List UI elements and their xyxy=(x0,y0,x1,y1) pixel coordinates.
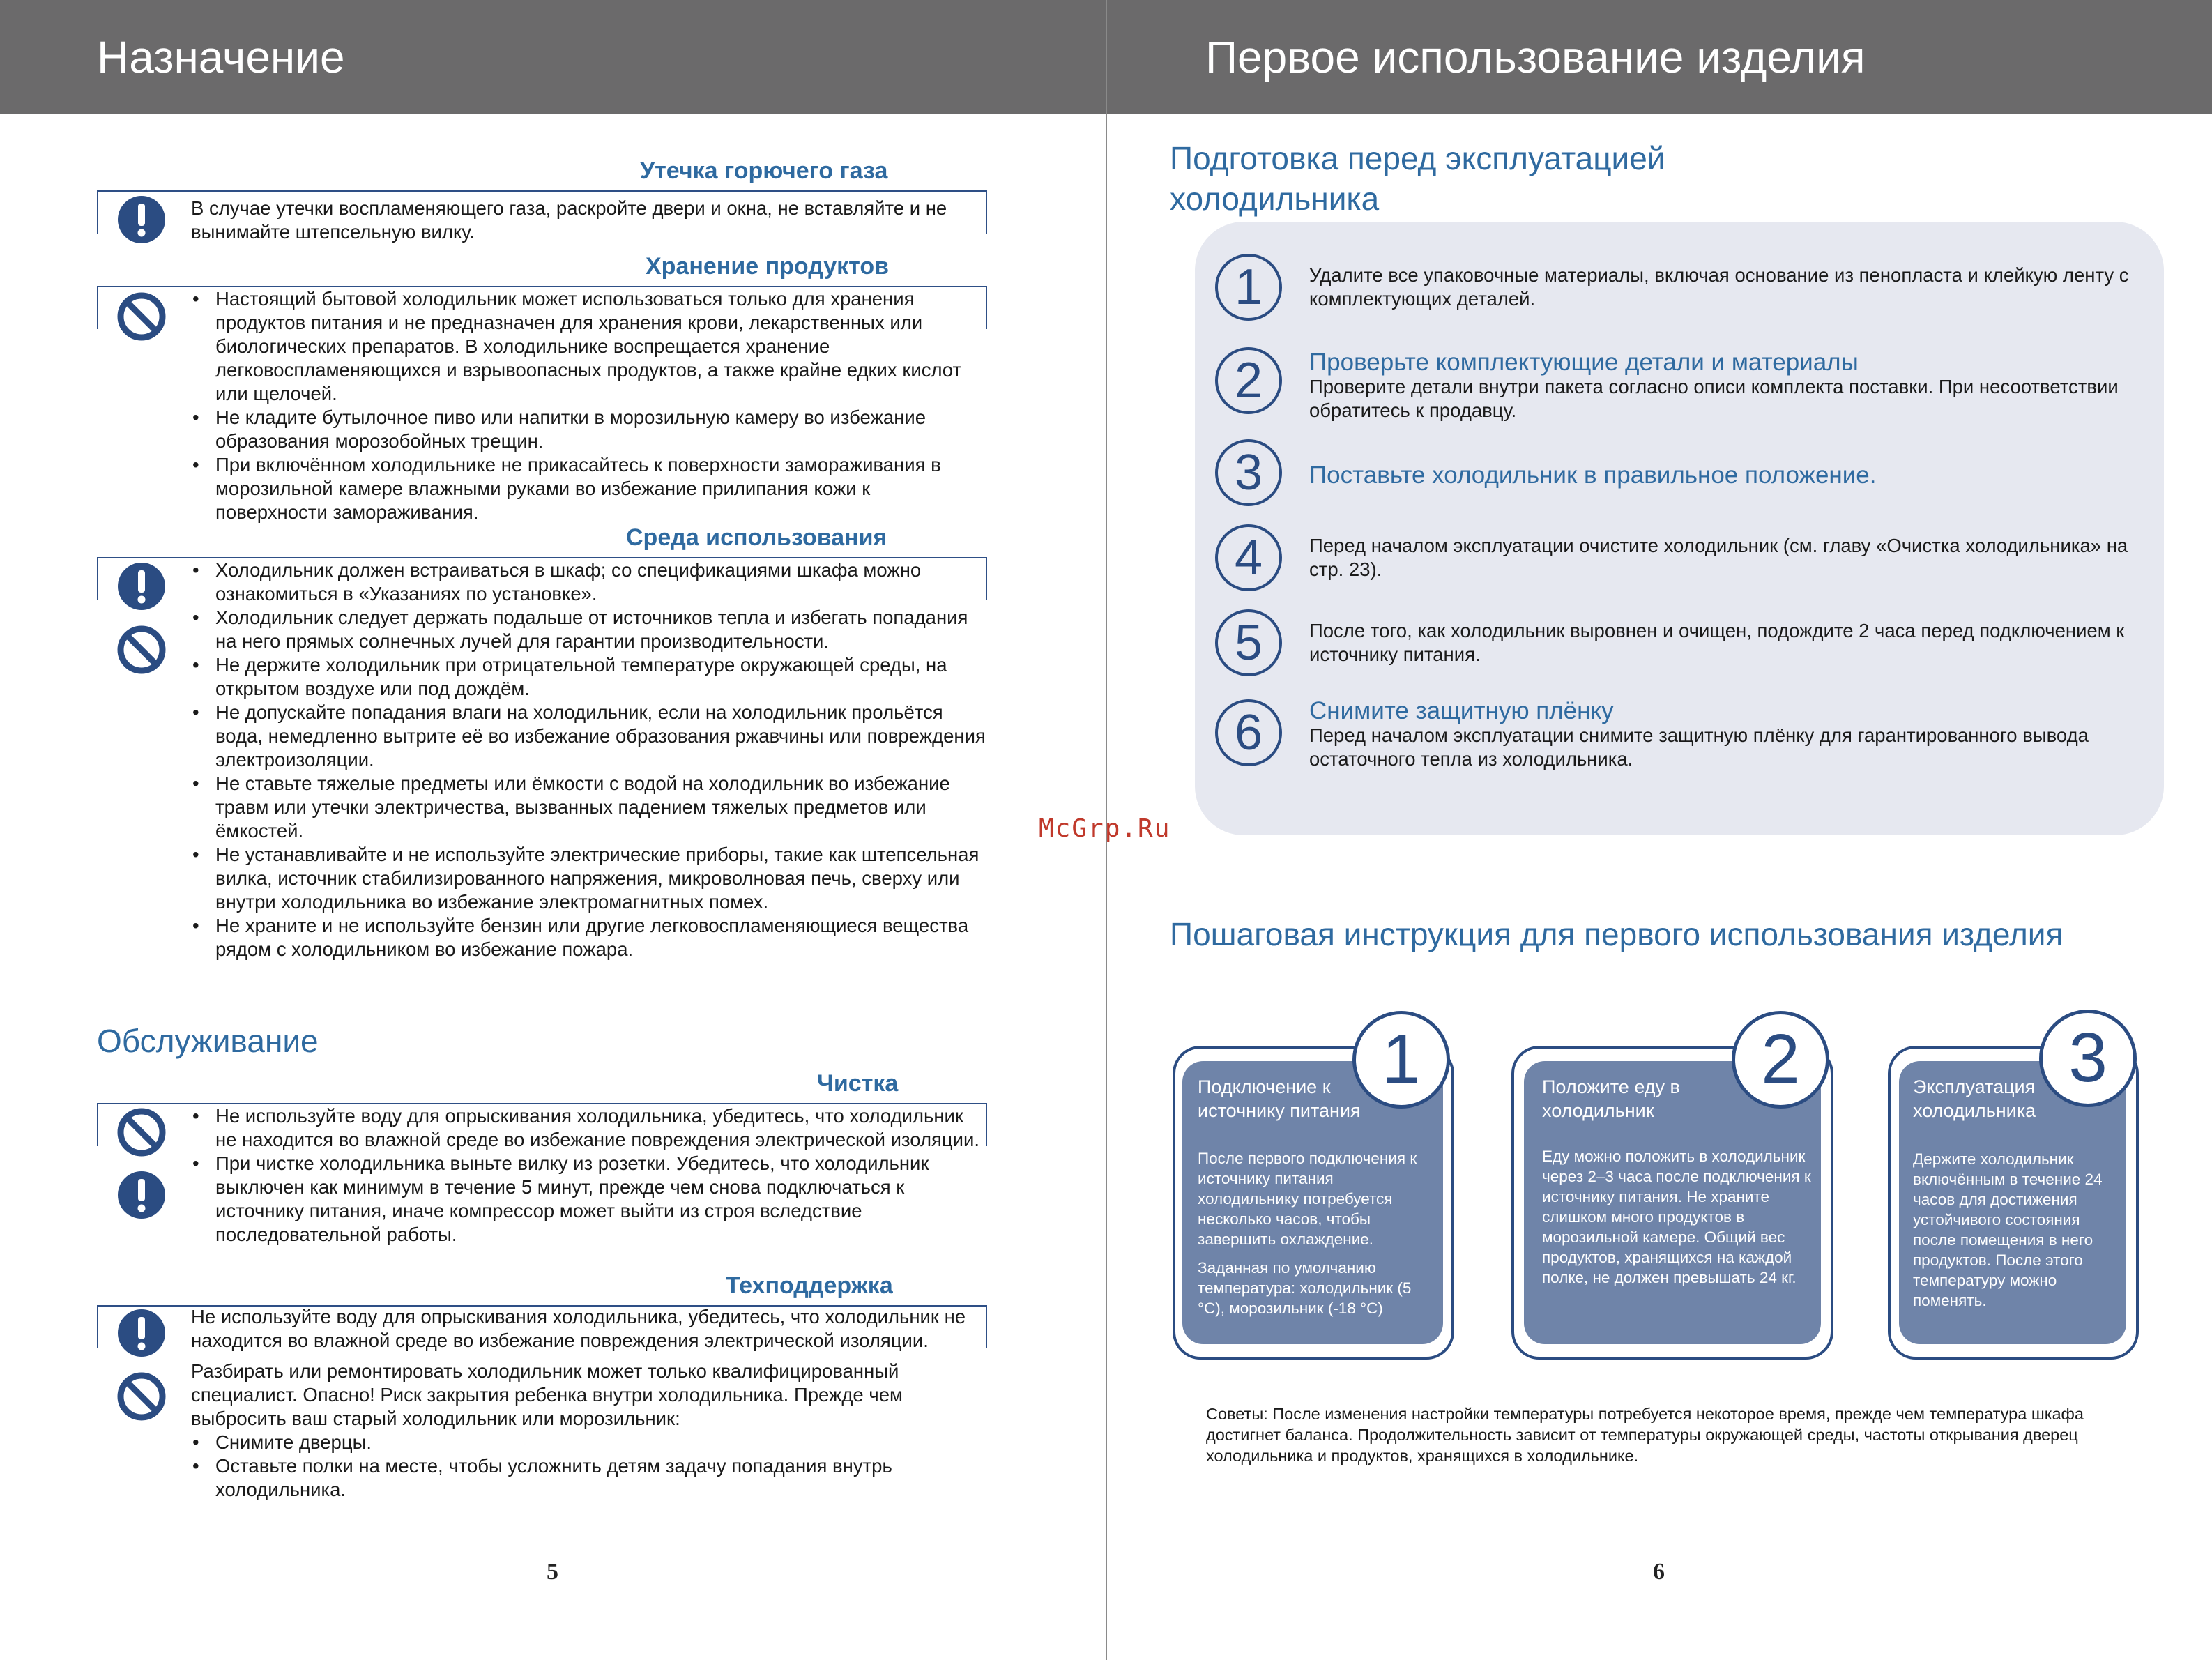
guide-card-2-number: 2 xyxy=(1732,1011,1829,1109)
right-page-title: Первое использование изделия xyxy=(1205,32,1866,82)
storage-heading: Хранение продуктов xyxy=(646,253,890,280)
guide-card-3-title: Эксплуатация холодильника xyxy=(1913,1076,2036,1121)
storage-box-left xyxy=(97,286,98,329)
guide-card-1-title: Подключение к источнику питания xyxy=(1198,1076,1361,1121)
environment-box-left xyxy=(97,557,98,600)
guide-card-1-number: 1 xyxy=(1352,1011,1450,1109)
step-title-6: Снимите защитную плёнку xyxy=(1309,697,1614,724)
left-page-title: Назначение xyxy=(97,32,345,82)
cleaning-list xyxy=(191,1104,989,1247)
environment-item: • Холодильник следует держать подальше от источников тепла и избегать попадания на него прямых солнечных лучей для гарантии производительности. xyxy=(191,606,989,653)
left-page-header xyxy=(0,0,1106,114)
step-title-3: Поставьте холодильник в правильное положение. xyxy=(1309,462,1877,489)
warning-icon xyxy=(116,1170,167,1220)
warning-icon xyxy=(116,561,167,611)
step-text-1: Удалите все упаковочные материалы, включая основание из пенопласта и клейкую ленту с комплектующих деталей. xyxy=(1309,264,2129,310)
step-number-2: 2 xyxy=(1215,347,1282,414)
environment-heading: Среда использования xyxy=(626,524,887,551)
guide-card-2-text: Еду можно положить в холодильник через 2–3 часа после подключения к источнику питания. Не храните слишком много продуктов в морозильной камере. Общий вес продуктов, хранящихся на каждой полке, не должен превышать 24 кг. xyxy=(1542,1148,1811,1286)
environment-item: • Холодильник должен встраиваться в шкаф; со спецификациями шкафа можно ознакомиться в «Указаниях по установке». xyxy=(191,558,989,606)
environment-item: • Не допускайте попадания влаги на холодильник, если на холодильник прольётся вода, немедленно вытрите её во избежание образования ржавчины или повреждения электроизоляции. xyxy=(191,701,989,772)
step-number-6: 6 xyxy=(1215,699,1282,766)
guide-card-1-text-2: Заданная по умолчанию температура: холодильник (5 °С), морозильник (-18 °С) xyxy=(1198,1259,1412,1317)
environment-item: • Не держите холодильник при отрицательной температуре окружающей среды, на открытом воздухе или под дождём. xyxy=(191,653,989,701)
environment-list xyxy=(191,558,989,961)
storage-box-right xyxy=(986,286,987,329)
storage-list xyxy=(191,287,986,524)
watermark: McGrp.Ru xyxy=(1039,814,1171,843)
right-page-header xyxy=(1107,0,2212,114)
step-text-4: Перед началом эксплуатации очистите холодильник (см. главу «Очистка холодильника» на стр. 23). xyxy=(1309,535,2128,580)
gas-heading: Утечка горючего газа xyxy=(640,158,888,184)
storage-item: • Настоящий бытовой холодильник может использоваться только для хранения продуктов питания и не предназначен для хранения крови, лекарственных или биологических препаратов. В холодильнике воспрещается хранение легковоспламеняющихся и взрывоопасных продуктов, а также крайне едких кислот или щелочей. xyxy=(191,287,986,406)
support-box-left xyxy=(97,1305,98,1348)
support-item: • Оставьте полки на месте, чтобы усложнить детям задачу попадания внутрь холодильника. xyxy=(191,1454,989,1502)
support-text-2: Разбирать или ремонтировать холодильник может только квалифицированный специалист. Опасно! Риск закрытия ребенка внутри холодильника. Прежде чем выбросить ваш старый холодильник или морозильник: xyxy=(191,1360,903,1429)
step-number-3: 3 xyxy=(1215,439,1282,506)
gas-box-right xyxy=(986,190,987,234)
environment-item: • Не ставьте тяжелые предметы или ёмкости с водой на холодильник во избежание травм или утечки электричества, вызванных падением тяжелых предметов или ёмкостей. xyxy=(191,772,989,843)
warning-icon xyxy=(116,195,167,245)
environment-item: • Не храните и не используйте бензин или другие легковоспламеняющиеся вещества рядом с холодильником во избежание пожара. xyxy=(191,914,989,961)
storage-item: • При включённом холодильнике не прикасайтесь к поверхности замораживания в морозильной камере влажными руками во избежание прилипания кожи к поверхности замораживания. xyxy=(191,453,986,524)
step-number-1: 1 xyxy=(1215,254,1282,321)
gas-box-top xyxy=(97,190,987,192)
support-list xyxy=(191,1431,989,1502)
support-item: • Снимите дверцы. xyxy=(191,1431,989,1454)
guide-card-1-text: После первого подключения к источнику питания холодильнику потребуется несколько часов, чтобы завершить охлаждение. xyxy=(1198,1150,1417,1248)
support-text-1: Не используйте воду для опрыскивания холодильника, убедитесь, что холодильник не находится во влажной среде во избежание повреждения электрической изоляции. xyxy=(191,1306,966,1351)
right-page-number: 6 xyxy=(1653,1559,1665,1585)
cleaning-item: • Не используйте воду для опрыскивания холодильника, убедитесь, что холодильник не находится во влажной среде во избежание повреждения электрической изоляции. xyxy=(191,1104,989,1152)
environment-item: • Не устанавливайте и не используйте электрические приборы, такие как штепсельная вилка, источник стабилизированного напряжения, микроволновая печь, сверху или внутри холодильника во избежание электромагнитных помех. xyxy=(191,843,989,914)
maintenance-title: Обслуживание xyxy=(97,1023,319,1059)
prohibition-icon xyxy=(116,1371,167,1422)
prep-title: Подготовка перед эксплуатацией холодильника xyxy=(1170,140,1665,217)
cleaning-box-left xyxy=(97,1103,98,1146)
tips-text: Советы: После изменения настройки температуры потребуется некоторое время, прежде чем температура шкафа достигнет баланса. Продолжительность зависит от температуры окружающей среды, частоты открывания дверец холодильника и продуктов, хранящихся в холодильнике. xyxy=(1206,1405,2084,1465)
step-text-5: После того, как холодильник выровнен и очищен, подождите 2 часа перед подключением к источнику питания. xyxy=(1309,620,2125,665)
step-text-2: Проверите детали внутри пакета согласно описи комплекта поставки. При несоответствии обратитесь к продавцу. xyxy=(1309,376,2119,421)
cleaning-item: • При чистке холодильника выньте вилку из розетки. Убедитесь, что холодильник выключен как минимум в течение 5 минут, прежде чем снова подключаться к источнику питания, иначе компрессор может выйти из строя вследствие последовательной работы. xyxy=(191,1152,989,1247)
prohibition-icon xyxy=(116,1107,167,1157)
prohibition-icon xyxy=(116,625,167,675)
left-page-number: 5 xyxy=(547,1559,558,1585)
step-text-6: Перед началом эксплуатации снимите защитную плёнку для гарантированного вывода остаточного тепла из холодильника. xyxy=(1309,724,2089,770)
cleaning-heading: Чистка xyxy=(817,1070,899,1097)
storage-item: • Не кладите бутылочное пиво или напитки в морозильную камеру во избежание образования морозобойных трещин. xyxy=(191,406,986,453)
prohibition-icon xyxy=(116,291,167,342)
step-number-4: 4 xyxy=(1215,524,1282,591)
guide-card-3-text: Держите холодильник включённым в течение 24 часов для достижения устойчивого состояния после помещения в него продуктов. После этого температуру можно поменять. xyxy=(1913,1150,2103,1309)
guide-card-3-number: 3 xyxy=(2039,1010,2137,1107)
step-number-5: 5 xyxy=(1215,609,1282,676)
step-title-2: Проверьте комплектующие детали и материалы xyxy=(1309,349,1859,376)
support-heading: Техподдержка xyxy=(726,1272,893,1299)
gas-text: В случае утечки воспламеняющего газа, раскройте двери и окна, не вставляйте и не вынимайте штепсельную вилку. xyxy=(191,197,947,243)
guide-card-2-title: Положите еду в холодильник xyxy=(1542,1076,1680,1121)
warning-icon xyxy=(116,1308,167,1358)
guide-title: Пошаговая инструкция для первого использования изделия xyxy=(1170,916,2064,952)
gas-box-left xyxy=(97,190,98,234)
